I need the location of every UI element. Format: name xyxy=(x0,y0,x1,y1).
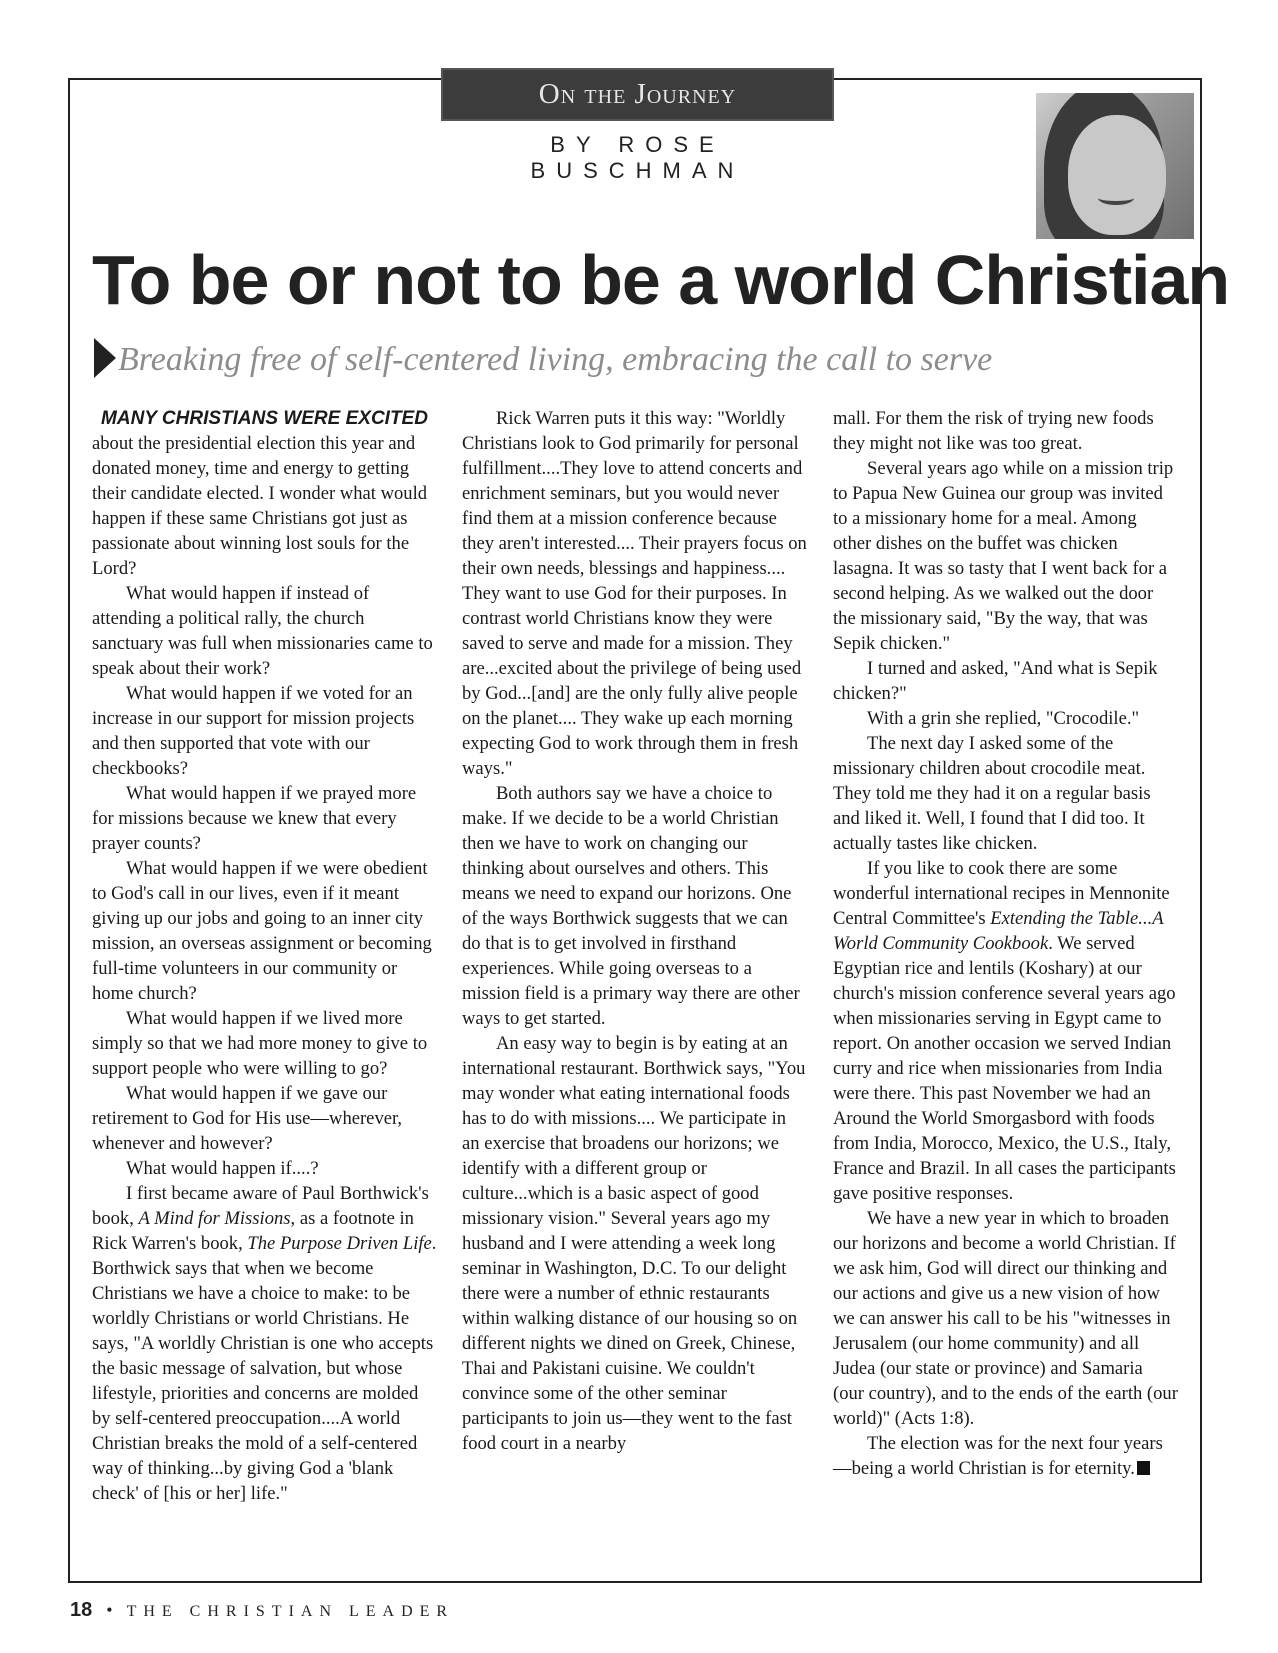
text-span: I first became aware of Paul Borthwick's book, xyxy=(92,1183,429,1229)
author-photo-face xyxy=(1068,115,1166,235)
paragraph: mall. For them the risk of trying new foods they might not like was too great. xyxy=(833,408,1154,454)
deck-text: Breaking free of self-centered living, embracing the call to serve xyxy=(118,341,993,378)
paragraph xyxy=(833,1431,1178,1481)
paragraph: We have a new year in which to broaden our horizons and become a world Christian. If we ask him, God will direct our thinking and our actions and give us a new vision of how we can answer his call to be his "witnesses in Jerusalem (our home community) and all Judea (our state or province) and Samaria (our country), and to the ends of the earth (our world)" (Acts 1:8). xyxy=(833,1208,1178,1429)
text-span: . We served Egyptian rice and lentils (Koshary) at our church's mission conference several years ago when missionaries serving in Egypt came to report. On another occasion we served Indian curry and rice when missionaries from India were there. This past November we had an Around the World Smorgasbord with foods from India, Morocco, Mexico, the U.S., Italy, France and Brazil. In all cases the participants gave positive responses. xyxy=(833,933,1176,1204)
paragraph: I turned and asked, "And what is Sepik chicken?" xyxy=(833,658,1158,704)
paragraph: about the presidential election this year and donated money, time and energy to getting their candidate elected. I wonder what would happen if these same Christians got just as passionate about winning lost souls for the Lord? xyxy=(92,433,428,579)
page-number: 18 xyxy=(70,1599,93,1621)
book-title: A Mind for Missions xyxy=(138,1208,291,1229)
paragraph: What would happen if instead of attending a political rally, the church sanctuary was full when missionaries came to speak about their work? xyxy=(92,583,433,679)
text-span: , as a footnote in Rick Warren's book, xyxy=(92,1208,414,1254)
byline: BY ROSE BUSCHMAN xyxy=(530,132,745,183)
book-title: Extending the Table...A World Community Cookbook xyxy=(833,908,1164,954)
text-column-3 xyxy=(833,406,1178,1481)
paragraph: The next day I asked some of the missionary children about crocodile meat. They told me they had it on a regular basis and liked it. Well, I found that I did too. It actually tastes like chicken. xyxy=(833,733,1151,854)
article-deck xyxy=(94,338,992,379)
text-span: The election was for the next four years—being a world Christian is for eternity. xyxy=(833,1433,1163,1479)
magazine-name: THE CHRISTIAN LEADER xyxy=(126,1603,455,1620)
paragraph: Several years ago while on a mission trip to Papua New Guinea our group was invited to a missionary home for a meal. Among other dishes on the buffet was chicken lasagna. It was so tasty that I went back for a second helping. As we walked out the door the missionary said, "By the way, that was Sepik chicken." xyxy=(833,458,1174,654)
paragraph xyxy=(92,1181,437,1506)
text-span: If you like to cook there are some wonderful international recipes in Mennonite Central Committee's xyxy=(833,858,1170,929)
book-title: The Purpose Driven Life xyxy=(247,1233,432,1254)
paragraph: Both authors say we have a choice to make. If we decide to be a world Christian then we have to work on changing our thinking about ourselves and others. This means we need to expand our horizons. One of the ways Borthwick suggests that we can do that is to get involved in firsthand experiences. While going overseas to a mission field is a primary way there are other ways to get started. xyxy=(462,783,800,1029)
paragraph: Rick Warren puts it this way: "Worldly Christians look to God primarily for personal fulfillment....They love to attend concerts and enrichment seminars, but you would never find them at a mission conference because they aren't interested.... Their prayers focus on their own needs, blessings and happiness.... They want to use God for their purposes. In contrast world Christians know they were saved to serve and made for a mission. They are...excited about the privilege of being used by God...[and] are the only fully alive people on the planet.... They wake up each morning expecting God to work through them in fresh ways." xyxy=(462,408,807,779)
paragraph: What would happen if we were obedient to God's call in our lives, even if it meant giving up our jobs and going to an inner city mission, an overseas assignment or becoming full-time volunteers in our community or home church? xyxy=(92,858,432,1004)
paragraph: What would happen if....? xyxy=(126,1158,319,1179)
text-column-2 xyxy=(462,406,807,1456)
paragraph: What would happen if we prayed more for missions because we knew that every prayer counts? xyxy=(92,783,417,854)
end-mark-icon xyxy=(1137,1461,1150,1475)
page-footer xyxy=(70,1599,454,1622)
paragraph: What would happen if we gave our retirement to God for His use—wherever, whenever and however? xyxy=(92,1083,403,1154)
paragraph: What would happen if we voted for an increase in our support for mission projects and then supported that vote with our checkbooks? xyxy=(92,683,415,779)
triangle-bullet-icon xyxy=(94,338,116,378)
text-column-1 xyxy=(92,406,437,1506)
paragraph: What would happen if we lived more simply so that we had more money to give to support people who were willing to go? xyxy=(92,1008,428,1079)
author-photo xyxy=(1036,93,1194,239)
column-heading: On the Journey xyxy=(441,68,834,121)
paragraph: With a grin she replied, "Crocodile." xyxy=(867,708,1140,729)
lead-in: MANY CHRISTIANS WERE EXCITED xyxy=(101,408,428,429)
paragraph xyxy=(833,856,1178,1206)
footer-bullet: • xyxy=(106,1600,113,1620)
text-span: . Borthwick says that when we become Christians we have a choice to make: to be worldly Christians or world Christians. He says, "A worldly Christian is one who accepts the basic message of salvation, but whose lifestyle, priorities and concerns are molded by self-centered preoccupation....A world Christian breaks the mold of a self-centered way of thinking...by giving God a 'blank check' of [his or her] life." xyxy=(92,1233,437,1504)
author-photo-smile xyxy=(1098,191,1134,205)
article-title: To be or not to be a world Christian xyxy=(92,241,1230,319)
paragraph: An easy way to begin is by eating at an international restaurant. Borthwick says, "You may wonder what eating international foods has to do with missions.... We participate in an exercise that broadens our horizons; we identify with a different group or culture...which is a basic aspect of good missionary vision." Several years ago my husband and I were attending a week long seminar in Washington, D.C. To our delight there were a number of ethnic restaurants within walking distance of our housing so on different nights we dined on Greek, Chinese, Thai and Pakistani cuisine. We couldn't convince some of the other seminar participants to join us—they went to the fast food court in a nearby xyxy=(462,1033,806,1454)
